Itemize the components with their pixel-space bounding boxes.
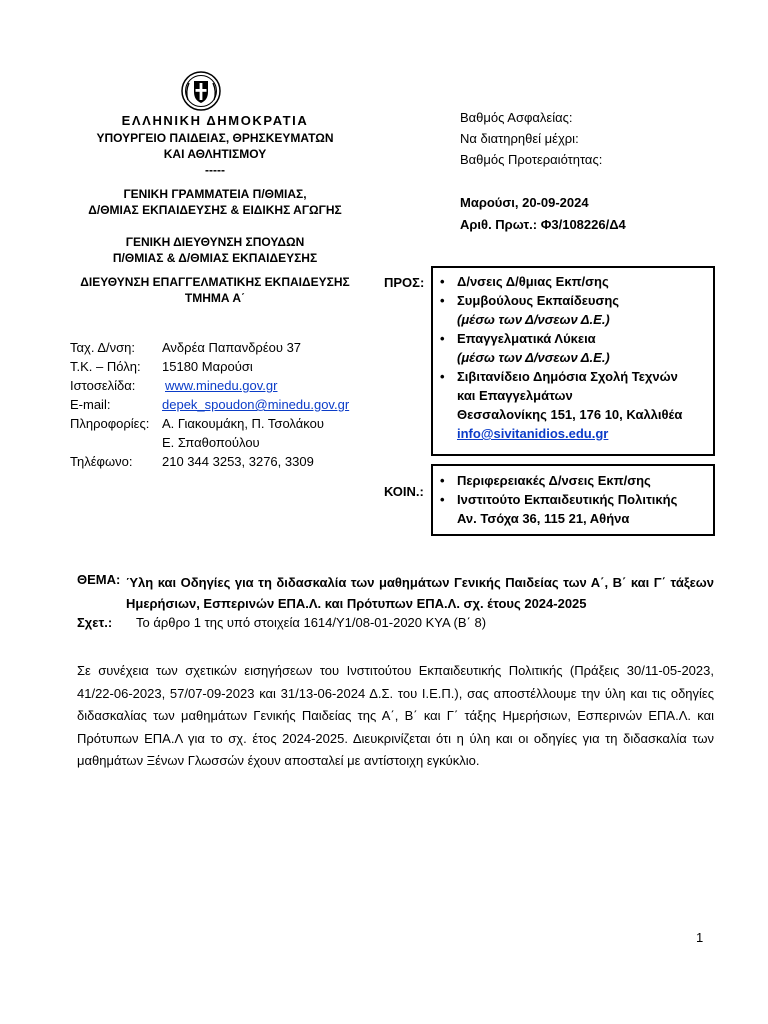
directorate-line1: ΓΕΝΙΚΗ ΔΙΕΥΘΥΝΣΗ ΣΠΟΥΔΩΝ [125,235,305,249]
recipient-item: • Συμβούλους Εκπαίδευσης (μέσω των Δ/νσεων Δ.Ε.) [433,291,713,329]
header-separator: ----- [205,163,225,177]
recipient-item: • Δ/νσεις Δ/θμιας Εκπ/σης [433,272,713,291]
website-link[interactable]: www.minedu.gov.gr [165,378,278,393]
cc-box [431,464,715,536]
related-text: Το άρθρο 1 της υπό στοιχεία 1614/Υ1/08-01-2020 ΚΥΑ (Β΄ 8) [136,615,487,630]
related-label: Σχετ.: [77,615,113,630]
protocol-number: Αριθ. Πρωτ.: Φ3/108226/Δ4 [460,217,626,232]
cc-item: • Ινστιτούτο Εκπαιδευτικής Πολιτικής Αν. Τσόχα 36, 115 21, Αθήνα [433,490,713,528]
email-link[interactable]: depek_spoudon@minedu.gov.gr [162,397,350,412]
page-number: 1 [696,930,704,945]
ministry-line2: ΚΑΙ ΑΘΛΗΤΙΣΜΟΥ [163,147,267,161]
directorate-line2: Π/ΘΜΙΑΣ & Δ/ΘΜΙΑΣ ΕΚΠΑΙΔΕΥΣΗΣ [112,251,318,265]
recipients-label: ΠΡΟΣ: [384,275,425,290]
subject-label: ΘΕΜΑ: [77,572,121,587]
secretariat-line2: Δ/ΘΜΙΑΣ ΕΚΠΑΙΔΕΥΣΗΣ & ΕΙΔΙΚΗΣ ΑΓΩΓΗΣ [88,203,342,217]
subject-text: Ύλη και Οδηγίες για τη διδασκαλία των μαθημάτων Γενικής Παιδείας των Α΄, Β΄ και Γ΄ τάξεων Ημερήσιων, Εσπερινών ΕΠΑ.Λ. και Πρότυπων ΕΠΑ.Λ. σχ. έτους 2024-2025 [126,575,714,611]
department-line2: ΤΜΗΜΑ Α΄ [184,291,246,305]
recipient-item: • Σιβιτανίδειο Δημόσια Σχολή Τεχνών και Επαγγελμάτων Θεσσαλονίκης 151, 176 10, Καλλιθέα info@sivitanidios.edu.gr [433,367,713,443]
document-date: Μαρούσι, 20-09-2024 [460,195,589,210]
cc-item: • Περιφερειακές Δ/νσεις Εκπ/σης [433,471,713,490]
country-name: ΕΛΛΗΝΙΚΗ ΔΗΜΟΚΡΑΤΙΑ [121,113,309,128]
security-level: Βαθμός Ασφαλείας: [460,110,573,125]
greek-republic-emblem-icon [180,70,222,112]
recipients-box [431,266,715,456]
ministry-line1: ΥΠΟΥΡΓΕΙΟ ΠΑΙΔΕΙΑΣ, ΘΡΗΣΚΕΥΜΑΤΩΝ [96,131,334,145]
recipient-item: • Επαγγελματικά Λύκεια (μέσω των Δ/νσεων Δ.Ε.) [433,329,713,367]
secretariat-line1: ΓΕΝΙΚΗ ΓΡΑΜΜΑΤΕΙΑ Π/ΘΜΙΑΣ, [123,187,307,201]
cc-label: ΚΟΙΝ.: [384,484,424,499]
priority-level: Βαθμός Προτεραιότητας: [460,152,603,167]
keep-until: Να διατηρηθεί μέχρι: [460,131,579,146]
department-line1: ΔΙΕΥΘΥΝΣΗ ΕΠΑΓΓΕΛΜΑΤΙΚΗΣ ΕΚΠΑΙΔΕΥΣΗΣ [80,275,350,289]
body-paragraph: Σε συνέχεια των σχετικών εισηγήσεων του Ινστιτούτου Εκπαιδευτικής Πολιτικής (Πράξεις 30/11-05-2023, 41/22-06-2023, 57/07-09-2023 και 31/13-06-2024 Δ.Σ. του Ι.Ε.Π.), σας αποστέλλουμε την ύλη και τις οδηγίες διδασκαλίας των μαθημάτων Γενικής Παιδείας της Α΄, Β΄ και Γ΄ τάξης Ημερήσιων, Εσπερινών ΕΠΑ.Λ. και Πρότυπων ΕΠΑ.Λ για το σχ. έτος 2024-2025. Διευκρινίζεται ότι η ύλη και οι οδηγίες για τη διδασκαλία των μαθημάτων Ξένων Γλωσσών έχουν αποσταλεί με αντίστοιχη εγκύκλιο. [77,663,714,768]
recipient-email-link[interactable]: info@sivitanidios.edu.gr [457,426,609,441]
